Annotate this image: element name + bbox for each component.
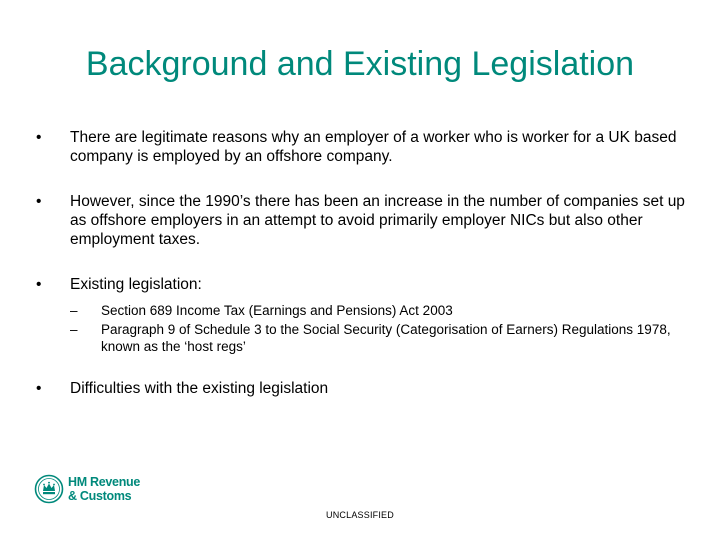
sub-bullet-marker: – (70, 322, 78, 337)
logo-text-line1: HM Revenue (68, 475, 141, 489)
bullet-marker: • (36, 380, 42, 397)
sub-bullet-text: Paragraph 9 of Schedule 3 to the Social Security (Categorisation of Earners) Regulations 1978, known as the ‘host regs’ (101, 322, 671, 354)
classification-label: UNCLASSIFIED (326, 510, 394, 520)
bullet-list (36, 128, 696, 398)
bullet-text: Difficulties with the existing legislation (70, 380, 329, 397)
bullet-marker: • (36, 276, 42, 293)
sub-bullet-marker: – (70, 303, 78, 318)
logo-text-line2: & Customs (68, 489, 132, 503)
bullet-item (36, 128, 696, 166)
sub-bullet-item (70, 302, 696, 319)
bullet-marker: • (36, 193, 42, 210)
sub-bullet-list (70, 302, 696, 355)
bullet-item (36, 379, 696, 398)
bullet-text: However, since the 1990’s there has been an increase in the number of companies set up as offshore employers in an attempt to avoid primarily employer NICs but also other employment taxes. (70, 193, 685, 248)
bullet-marker: • (36, 129, 42, 146)
sub-bullet-item (70, 321, 696, 355)
bullet-text: There are legitimate reasons why an employer of a worker who is worker for a UK based company is employed by an offshore company. (70, 129, 677, 165)
sub-bullet-text: Section 689 Income Tax (Earnings and Pensions) Act 2003 (101, 303, 453, 318)
bullet-item (36, 192, 696, 249)
bullet-text: Existing legislation: (70, 276, 202, 293)
hmrc-logo (34, 474, 154, 506)
slide-title: Background and Existing Legislation (85, 45, 635, 83)
crown-crest-icon (34, 474, 64, 504)
bullet-item (36, 275, 696, 355)
